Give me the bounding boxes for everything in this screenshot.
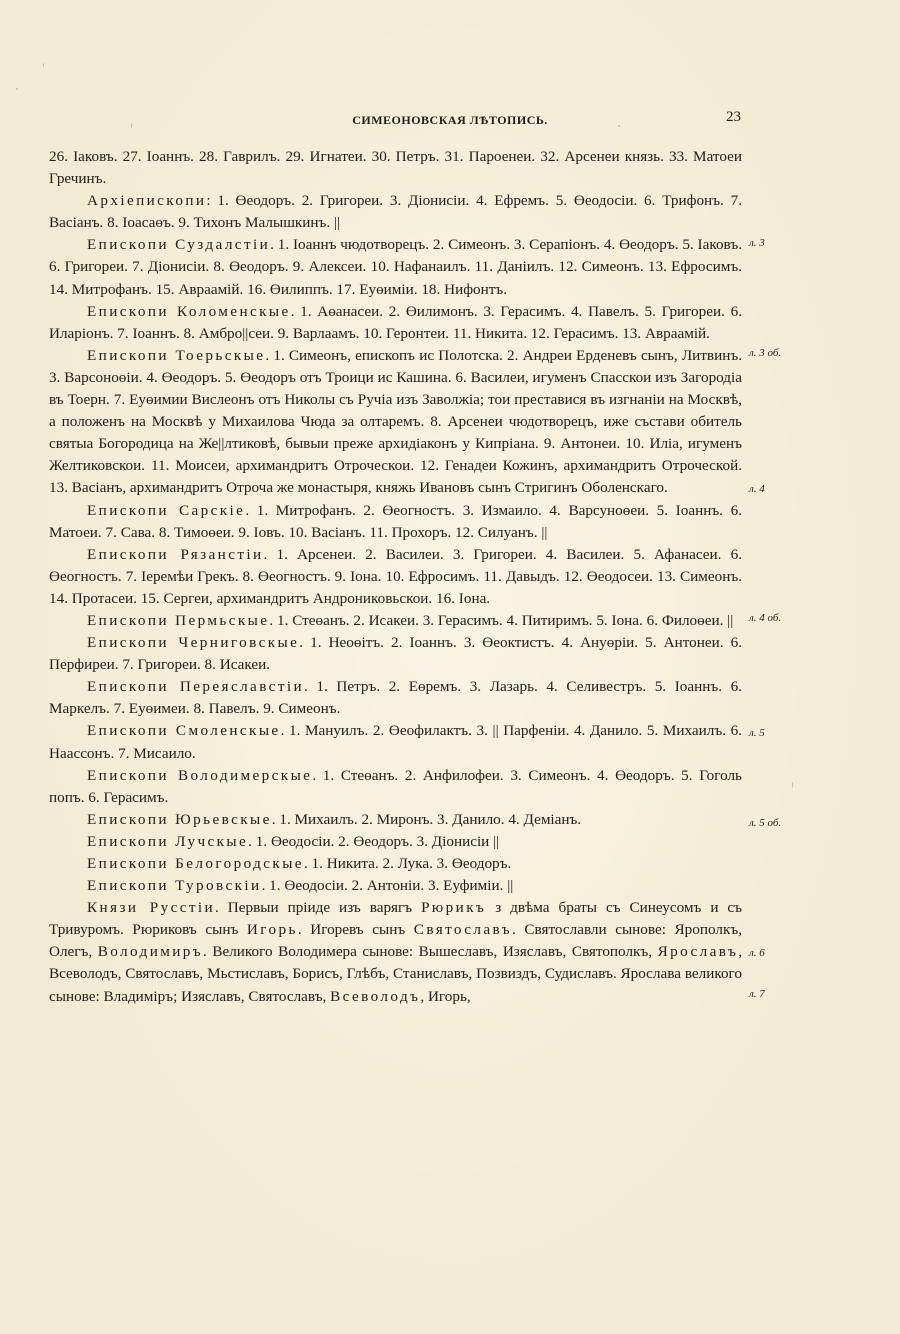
section-heading: Епископи Пермьскые	[87, 611, 270, 629]
paragraph-text: 26. Іаковъ. 27. Іоаннъ. 28. Гаврилъ. 29. Игнатеи. 30. Петръ. 31. Пароенеи. 32. Арсенеи князь. 33. Матоеи Гречинъ.	[49, 148, 742, 188]
paragraph-text: . 1. Өеодосіи. 2. Өеодоръ. 3. Діонисіи ||	[248, 832, 500, 850]
paragraph-text: . 1. Іоаннъ чюдотворецъ. 2. Симеонъ. 3. Серапіонъ. 4. Өеодоръ. 5. Іаковъ. 6. Григореи. 7. Діонисіи. 8. Өеодоръ. 9. Алексеи. 10. Нафанаилъ. 11. Даніилъ. 12. Симеонъ. 13. Ефросимъ. 14. Митрофанъ. 15. Авраамій. 16. Өилиппъ. 17. Еуөиміи. 18. Нифонтъ.	[49, 236, 742, 298]
section-heading: Рюрикъ	[421, 899, 487, 917]
section-heading: Святославъ	[413, 921, 512, 939]
paragraph-text: . 1. Митрофанъ. 2. Өеогностъ. 3. Измаило. 4. Варсуноөеи. 5. Іоаннъ. 6. Матоеи. 7. Сава. 8. Тимоөеи. 9. Іовъ. 10. Васіанъ. 11. Прохоръ. 12. Силуанъ. ||	[49, 501, 742, 541]
paragraph	[49, 301, 742, 345]
paragraph	[49, 875, 742, 897]
paragraph	[49, 632, 742, 676]
folio-margin-note: л. 4 об.	[749, 612, 782, 624]
paragraph-text: . Первыи пріиде изъ варягъ	[215, 899, 422, 917]
paragraph	[49, 897, 742, 1007]
paragraph-text: . 1. Никита. 2. Лука. 3. Өеодоръ.	[303, 855, 512, 872]
folio-margin-note: л. 7	[749, 988, 765, 1000]
paper-speck	[618, 125, 620, 127]
folio-margin-note: л. 5	[749, 727, 765, 739]
section-heading: Епископи Юрьевскые	[87, 810, 272, 828]
paragraph-text: . 1. Аөанасеи. 2. Өилимонъ. 3. Герасимъ. 4. Павелъ. 5. Григореи. 6. Иларіонъ. 7. Іоаннъ. 8. Амбро||сеи. 9. Варлаамъ. 10. Геронтеи. 11. Никита. 12. Герасимъ. 13. Авраамій.	[49, 302, 742, 342]
paragraph-text: , Игорь,	[420, 987, 471, 1005]
paragraph-text: . 1. Өеодосіи. 2. Антоніи. 3. Еуфиміи. ||	[261, 877, 514, 895]
section-heading: Епископи Лучскые	[87, 832, 249, 850]
section-heading: Епископи Тоерьскые	[87, 346, 266, 364]
page-number: 23	[726, 109, 741, 125]
paragraph	[49, 544, 742, 610]
folio-margin-note: л. 4	[749, 483, 765, 495]
section-heading: Ярославъ	[657, 943, 739, 961]
paper-speck	[131, 123, 132, 128]
section-heading: Игорь	[246, 921, 298, 939]
paragraph	[49, 146, 742, 190]
section-heading: Володимиръ	[97, 943, 204, 961]
paper-speck	[16, 88, 18, 90]
paragraph-text: : 1. Өеодоръ. 2. Григореи. 3. Діонисіи. 4. Ефремъ. 5. Өеодосіи. 6. Трифонъ. 7. Васіанъ. 8. Іоасаөъ. 9. Тихонъ Малышкинъ. ||	[49, 192, 742, 232]
section-heading: Епископи Володимерскые	[87, 766, 313, 784]
paragraph	[49, 720, 742, 764]
section-heading: Епископи Черниговскые	[87, 634, 300, 652]
section-heading: Епископи Суздалстіи	[87, 236, 271, 254]
folio-margin-note: л. 3	[749, 237, 765, 249]
section-heading: Епископи Переяславстіи	[87, 678, 305, 696]
paragraph-text: . 1. Стеөанъ. 2. Исакеи. 3. Герасимъ. 4. Питиримъ. 5. Іона. 6. Филоөеи. ||	[269, 611, 734, 629]
paragraph-text: . Игоревъ сынъ	[297, 921, 414, 939]
section-heading: Князи Русстіи	[87, 899, 216, 917]
section-heading: Епископи Сарскіе	[87, 501, 246, 519]
folio-margin-note: л. 6	[749, 947, 765, 959]
paragraph-text: , Всеволодъ, Святославъ, Мьстиславъ, Борисъ, Глѣбъ, Станиславъ, Позвиздъ, Судиславъ. Ярослава великого сынове: Владиміръ; Изяславъ, Святославъ,	[49, 943, 742, 1005]
paragraph-text: . Святославли сынове: Ярополкъ, Олегъ,	[49, 921, 742, 961]
section-heading: Епископи Коломенскые	[87, 302, 291, 320]
folio-margin-note: л. 5 об.	[749, 817, 782, 829]
paragraph-text: . 1. Симеонъ, епископъ ис Полотска. 2. Андреи Ерденевъ сынъ, Литвинъ. 3. Варсоноөіи. 4. Өеодоръ. 5. Өеодоръ отъ Троици ис Кашина. 6. Василеи, игуменъ Спасскои изъ Загородіа въ Тоерн. 7. Еуөимии Вислеонъ отъ Николы съ Ручіа изъ Заволжіа; тои преставися въ изгнаніи на Москвѣ, а положенъ на Москвѣ у Михаилова Чюда за олтаремъ. 8. Арсенеи чюдотворецъ, иже състави обитель святыа Богородица на Же||лтиковѣ, бывыи преже архидіаконъ у Кипріана. 9. Антонеи. 10. Иліа, игуменъ Желтиковскои. 11. Моисеи, архимандритъ Отроческои. 12. Генадеи Кожинъ, архимандритъ Отроческой. 13. Васіанъ, архимандритъ Отроча же монастыря, княжь Ивановъ сынъ Стригинъ Оболенскаго.	[49, 346, 742, 497]
paper-speck	[792, 782, 793, 788]
paragraph	[49, 234, 742, 300]
paragraph	[49, 853, 742, 875]
body-text	[49, 146, 742, 1008]
paper-speck	[43, 63, 44, 67]
section-heading: Архіепископи	[87, 192, 207, 210]
section-heading: Епископи Туровскіи	[87, 877, 262, 895]
paragraph-text: . 1. Мануилъ. 2. Өеофилактъ. 3. || Парфеніи. 4. Данило. 5. Михаилъ. 6. Наассонъ. 7. Мисаило.	[49, 722, 742, 762]
paragraph	[49, 809, 742, 831]
paragraph-text: . Великого Володимера сынове: Вышеславъ, Изяславъ, Святополкъ,	[203, 943, 658, 961]
paragraph	[49, 676, 742, 720]
paragraph-text: . 1. Петръ. 2. Еөремъ. 3. Лазарь. 4. Селивестръ. 5. Іоаннъ. 6. Маркелъ. 7. Еуөимеи. 8. Павелъ. 9. Симеонъ.	[49, 678, 742, 718]
section-heading: Епископи Белогородскые	[87, 855, 304, 872]
paragraph-text: . 1. Арсенеи. 2. Василеи. 3. Григореи. 4. Василеи. 5. Афанасеи. 6. Өеогностъ. 7. Іеремѣи Грекъ. 8. Өеогностъ. 9. Іона. 10. Ефросимъ. 11. Давыдъ. 12. Өеодосеи. 13. Симеонъ. 14. Протасеи. 15. Сергеи, архимандритъ Андрониковьскои. 16. Іона.	[49, 545, 742, 607]
paragraph	[49, 190, 742, 234]
paragraph	[49, 831, 742, 853]
section-heading: Епископи Рязанстіи	[87, 545, 264, 563]
paragraph-text: . 1. Михаилъ. 2. Миронъ. 3. Данило. 4. Деміанъ.	[271, 810, 582, 828]
paragraph	[49, 610, 742, 632]
running-header-title: СИМЕОНОВСКАЯ ЛѢТОПИСЬ.	[352, 113, 548, 127]
paragraph-text: . 1. Неоөітъ. 2. Іоаннъ. 3. Өеоктистъ. 4. Ануөріи. 5. Антонеи. 6. Перфиреи. 7. Григореи. 8. Исакеи.	[49, 634, 742, 674]
paragraph-text: . 1. Стеөанъ. 2. Анфилофеи. 3. Симеонъ. 4. Өеодоръ. 5. Гоголь попъ. 6. Герасимъ.	[49, 766, 742, 806]
paragraph	[49, 500, 742, 544]
paragraph-text: з двѣма браты съ Синеусомъ и съ Тривуромъ. Рюриковъ сынъ	[49, 899, 743, 939]
paragraph	[49, 345, 742, 500]
section-heading: Епископи Смоленскые	[87, 722, 281, 740]
folio-margin-note: л. 3 об.	[749, 347, 782, 359]
paragraph	[49, 765, 742, 809]
section-heading: Всеволодъ	[330, 987, 421, 1005]
